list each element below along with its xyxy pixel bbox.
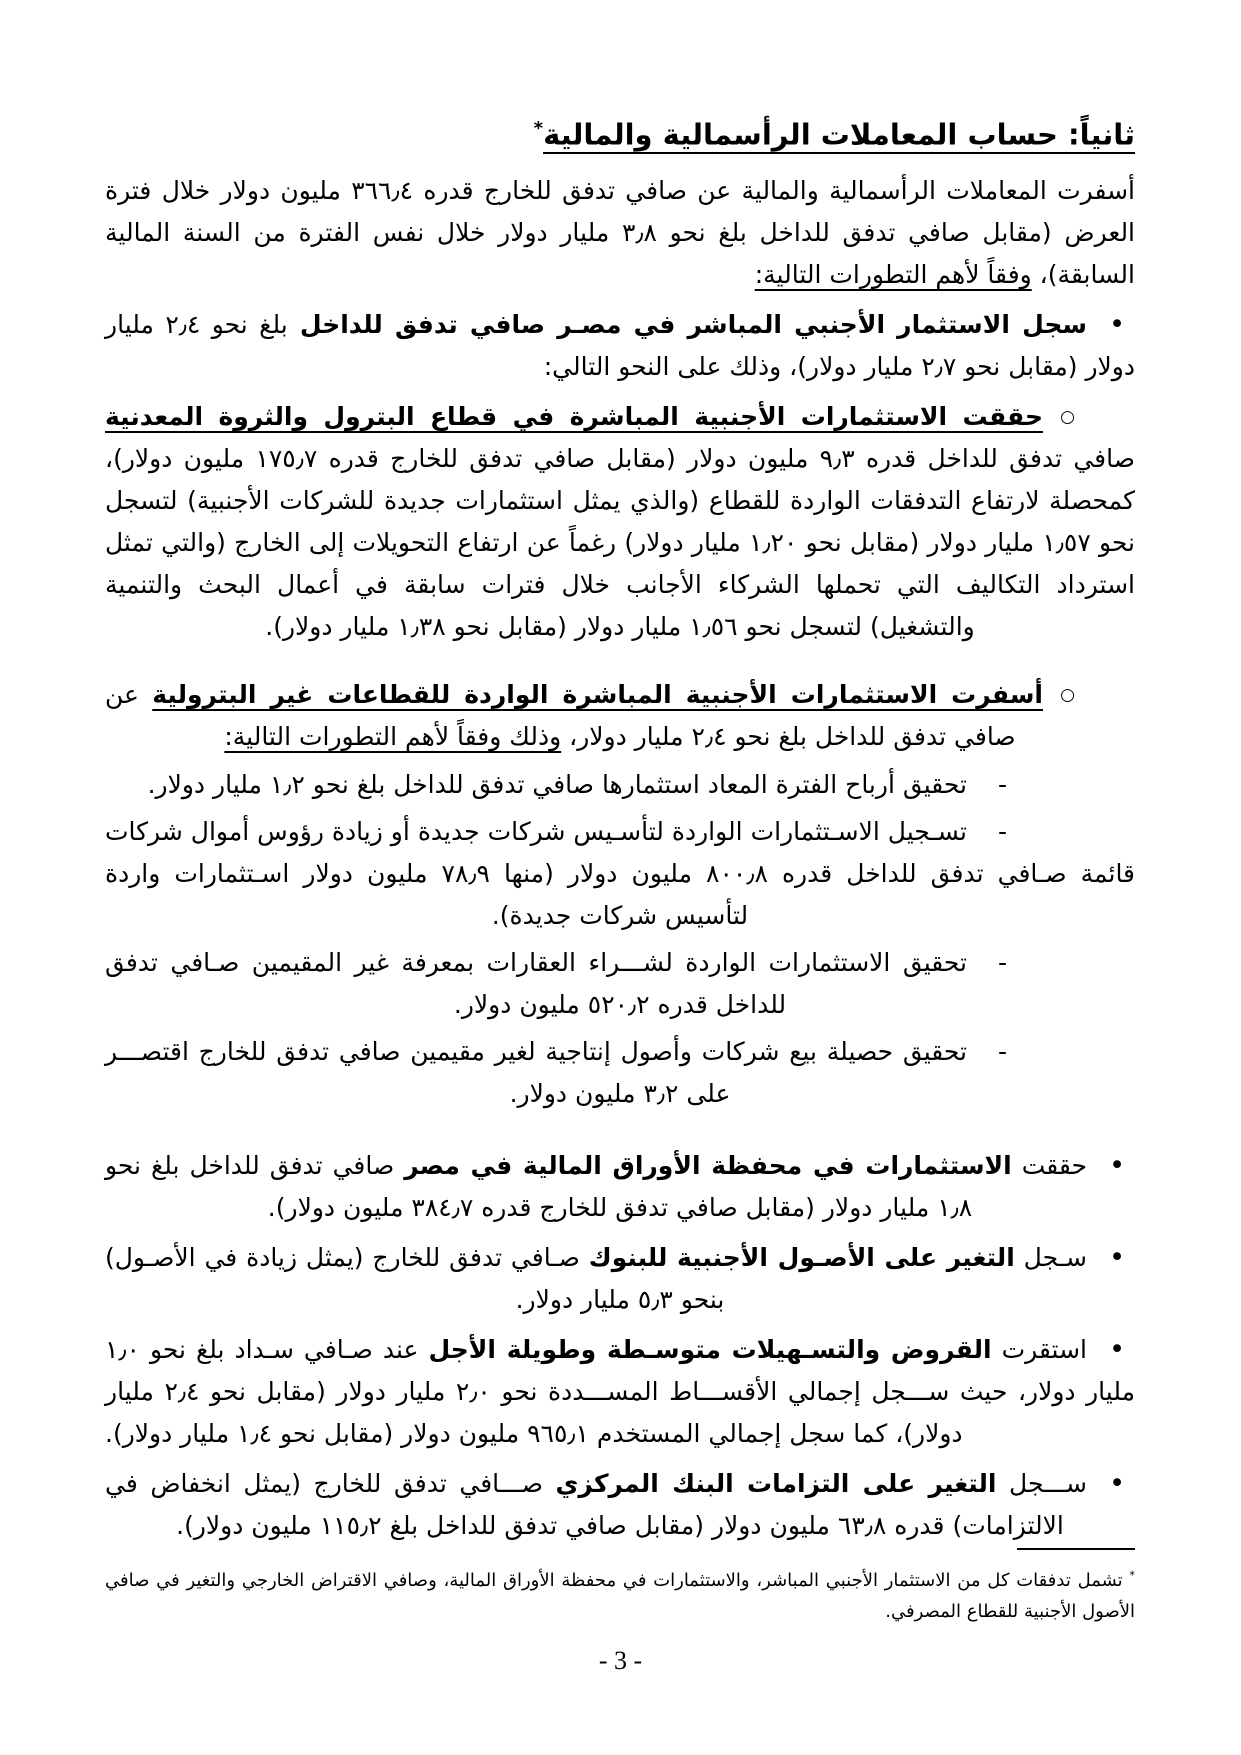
bullet-icon: •	[1109, 1333, 1125, 1365]
non-petroleum-text: عن صافي تدفق للداخل بلغ نحو ٢٫٤ مليار دولار،	[105, 679, 1016, 751]
intro-paragraph	[105, 170, 1135, 296]
fdi-bullet-item	[105, 304, 1135, 388]
cbe-lead-text: ســـجل	[996, 1468, 1088, 1498]
cbe-text: صـــافي تدفق للخارج (يمثل انخفاض في الالتزامات) قدره ٦٣٫٨ مليون دولار (مقابل صافي تدفق للداخل بلغ ١١٥٫٢ مليون دولار).	[105, 1468, 1064, 1540]
detail-item-asset-sales	[105, 1031, 1135, 1115]
fdi-bold-text: سجل الاستثمار الأجنبي المباشر في مصـر صافي تدفق للداخل	[287, 309, 1087, 339]
loans-lead-text: استقرت	[991, 1334, 1087, 1364]
banks-bold-text: التغير على الأصـول الأجنبية للبنوك	[588, 1242, 1015, 1272]
detail-item-real-estate	[105, 942, 1135, 1026]
portfolio-bullet-item	[105, 1145, 1135, 1229]
cbe-liabilities-bullet-item	[105, 1463, 1135, 1547]
detail-text: تحقيق الاستثمارات الواردة لشـــراء العقارات بمعرفة غير المقيمين صـافي تدفق للداخل قدره ٥٢٠٫٢ مليون دولار.	[105, 947, 967, 1019]
non-petroleum-underlined-tail: وذلك وفقاً لأهم التطورات التالية:	[224, 721, 562, 751]
portfolio-bold-text: الاستثمارات في محفظة الأوراق المالية في مصر	[404, 1150, 1012, 1180]
detail-item-reinvested-profits	[105, 764, 1135, 806]
petroleum-sector-item	[105, 396, 1135, 648]
banks-assets-bullet-item	[105, 1237, 1135, 1321]
footnote-block	[105, 1548, 1135, 1627]
bullet-icon: •	[1109, 308, 1125, 340]
dash-icon: -	[997, 816, 1007, 846]
footnote-separator	[1017, 1548, 1135, 1550]
bullet-icon: •	[1109, 1149, 1125, 1181]
non-petroleum-underlined-text: أسفرت الاستثمارات الأجنبية المباشرة الواردة للقطاعات غير البترولية	[152, 679, 1043, 709]
circle-bullet-icon: ○	[1060, 406, 1075, 427]
page-title	[105, 106, 1135, 158]
fdi-text: بلغ نحو ٢٫٤ مليار دولار (مقابل نحو ٢٫٧ مليار دولار)، وذلك على النحو التالي:	[105, 309, 1135, 381]
detail-text: تحقيق حصيلة بيع شركات وأصول إنتاجية لغير مقيمين صافي تدفق للخارج اقتصـــر على ٣٫٢ مليون دولار.	[105, 1036, 967, 1108]
petroleum-underlined-text: حققت الاستثمارات الأجنبية المباشرة في قطاع البترول والثروة المعدنية	[105, 401, 1043, 431]
bullet-icon: •	[1109, 1241, 1125, 1273]
detail-text: تسـجيل الاسـتثمارات الواردة لتأسـيس شركات جديدة أو زيادة رؤوس أموال شركات قائمة صـافي تدفق للداخل قدره ٨٠٠٫٨ مليون دولار (منها ٧٨٫٩ مليون دولار اسـتثمارات واردة لتأسيس شركات جديدة).	[105, 816, 1136, 930]
banks-text: صـافي تدفق للخارج (يمثل زيادة في الأصـول) بنحو ٥٫٣ مليار دولار.	[105, 1242, 725, 1314]
dash-icon: -	[997, 1036, 1007, 1066]
portfolio-lead-text: حققت	[1011, 1150, 1087, 1180]
detail-item-new-companies	[105, 811, 1135, 937]
cbe-bold-text: التغير على التزامات البنك المركزي	[555, 1468, 997, 1498]
intro-text: أسفرت المعاملات الرأسمالية والمالية عن صافي تدفق للخارج قدره ٣٦٦٫٤ مليون دولار خلال فترة العرض (مقابل صافي تدفق للداخل بلغ نحو ٣٫٨ مليار دولار خلال نفس الفترة من السنة المالية السابقة)،	[105, 175, 1136, 289]
portfolio-text: صافي تدفق للداخل بلغ نحو ١٫٨ مليار دولار (مقابل صافي تدفق للخارج قدره ٣٨٤٫٧ مليون دولار).	[105, 1150, 973, 1222]
page-number: - 3 -	[598, 1646, 643, 1675]
dash-icon: -	[997, 769, 1007, 799]
footnote-text-line	[105, 1560, 1135, 1627]
page-title-text: ثانياً: حساب المعاملات الرأسمالية والمالية	[543, 117, 1135, 152]
non-petroleum-sector-item	[105, 674, 1135, 758]
banks-lead-text: سـجل	[1014, 1242, 1087, 1272]
footnote-marker: *	[1129, 1569, 1135, 1582]
bullet-icon: •	[1109, 1467, 1125, 1499]
dash-icon: -	[997, 947, 1007, 977]
loans-bold-text: القروض والتسـهيلات متوسـطة وطويلة الأجل	[428, 1334, 992, 1364]
circle-bullet-icon: ○	[1060, 684, 1075, 705]
petroleum-text: صافي تدفق للداخل قدره ٩٫٣ مليون دولار (مقابل صافي تدفق للخارج قدره ١٧٥٫٧ مليون دولار)، كمحصلة لارتفاع التدفقات الواردة للقطاع (والذي يمثل استثمارات جديدة للشركات الأجنبية) لتسجل نحو ١٫٥٧ مليار دولار (مقابل نحو ١٫٢٠ مليار دولار) رغماً عن ارتفاع التحويلات إلى الخارج (والتي تمثل استرداد التكاليف التي تحملها الشركاء الأجانب خلال فترات سابقة في أعمال البحث والتنمية والتشغيل) لتسجل نحو ١٫٥٦ مليار دولار (مقابل نحو ١٫٣٨ مليار دولار).	[105, 443, 1135, 641]
loans-bullet-item	[105, 1329, 1135, 1455]
footnote-text: تشمل تدفقات كل من الاستثمار الأجنبي المباشر، والاستثمارات في محفظة الأوراق المالية، وصافي الاقتراض الخارجي والتغير في صافي الأصول الأجنبية للقطاع المصرفي.	[105, 1570, 1135, 1622]
intro-underlined-text: وفقاً لأهم التطورات التالية:	[754, 259, 1032, 289]
title-footnote-marker: *	[533, 118, 544, 139]
loans-text: عند صـافي سـداد بلغ نحو ١٫٠ مليار دولار، حيث ســـجل إجمالي الأقســـاط المســـددة نحو ٢٫٠ مليار دولار (مقابل نحو ٢٫٤ مليار دولار)، كما سجل إجمالي المستخدم ٩٦٥٫١ مليون دولار (مقابل نحو ١٫٤ مليار دولار).	[105, 1334, 1135, 1448]
detail-text: تحقيق أرباح الفترة المعاد استثمارها صافي تدفق للداخل بلغ نحو ١٫٢ مليار دولار.	[147, 769, 967, 799]
